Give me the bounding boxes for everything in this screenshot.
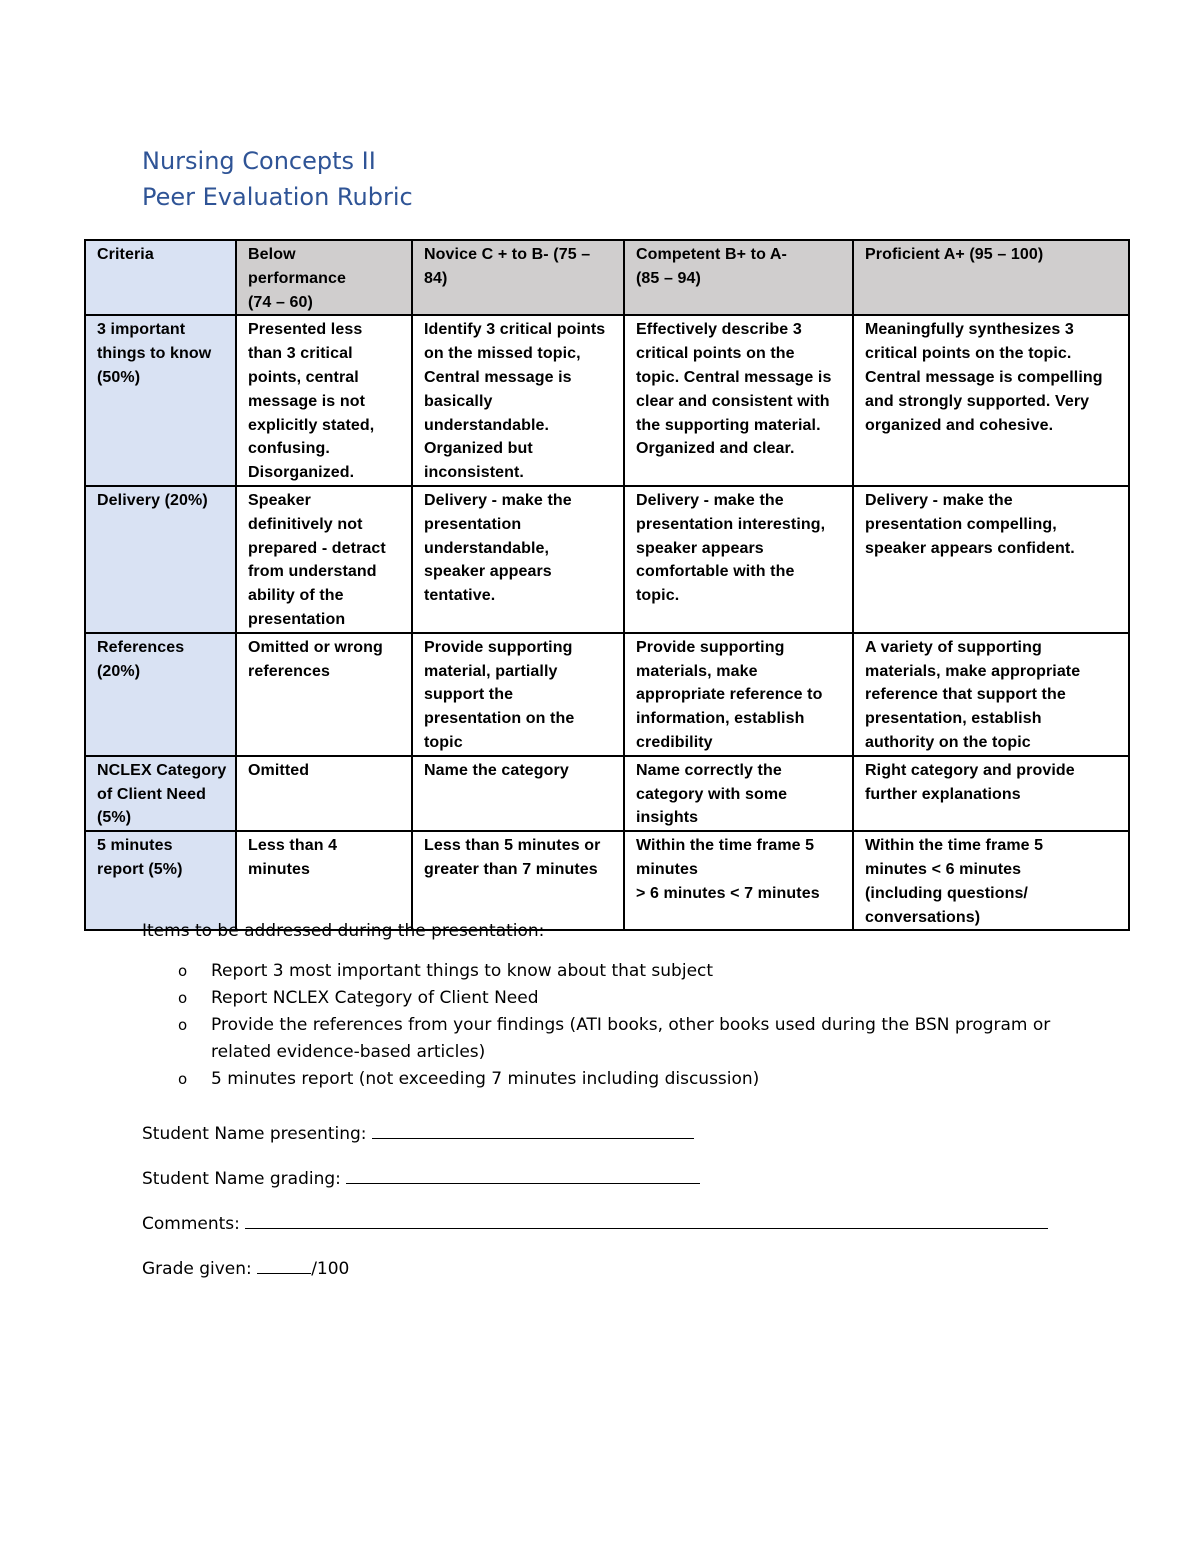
grading-blank[interactable] [346, 1165, 700, 1184]
instructions-section [142, 918, 1102, 1282]
rubric-cell: Name correctly the category with some insights [624, 756, 853, 831]
list-item-text: Provide the references from your findings (ATI books, other books used during the BSN program or related evidence-based articles) [211, 1015, 1051, 1062]
rubric-header-row [85, 240, 1129, 315]
bullet-icon: o [178, 1016, 188, 1034]
grading-field [142, 1165, 1102, 1192]
table-row [85, 315, 1129, 486]
rubric-cell: Less than 4 minutes [236, 831, 412, 930]
rubric-cell: Within the time frame 5 minutes > 6 minutes < 7 minutes [624, 831, 853, 930]
grading-label: Student Name grading: [142, 1169, 341, 1189]
list-item [142, 958, 1102, 985]
rubric-table [84, 239, 1130, 931]
list-item-text: 5 minutes report (not exceeding 7 minutes including discussion) [211, 1069, 760, 1089]
course-title: Nursing Concepts II [142, 147, 376, 175]
grade-suffix: /100 [311, 1259, 350, 1279]
rubric-cell: Speaker definitively not prepared - detract from understand ability of the presentation [236, 486, 412, 633]
rubric-cell: Meaningfully synthesizes 3 critical points on the topic. Central message is compelling and strongly supported. Very organized and cohesive. [853, 315, 1129, 486]
bullet-icon: o [178, 962, 188, 980]
rubric-cell: A variety of supporting materials, make appropriate reference that support the presentation, establish authority on the topic [853, 633, 1129, 756]
header-below-performance: Below performance (74 – 60) [236, 240, 412, 315]
rubric-cell: Right category and provide further explanations [853, 756, 1129, 831]
presenting-label: Student Name presenting: [142, 1124, 367, 1144]
list-item-text: Report NCLEX Category of Client Need [211, 988, 539, 1008]
grade-label: Grade given: [142, 1259, 252, 1279]
rubric-cell: Identify 3 critical points on the missed topic, Central message is basically understandable. Organized but inconsistent. [412, 315, 624, 486]
list-item [142, 1012, 1102, 1066]
criteria-cell: 5 minutes report (5%) [85, 831, 236, 930]
rubric-cell: Presented less than 3 critical points, central message is not explicitly stated, confusing. Disorganized. [236, 315, 412, 486]
table-row [85, 831, 1129, 930]
items-list [142, 958, 1102, 1093]
criteria-text: Delivery (20%) [97, 491, 208, 509]
header-novice: Novice C + to B- (75 – 84) [412, 240, 624, 315]
rubric-cell: Provide supporting material, partially support the presentation on the topic [412, 633, 624, 756]
grade-field [142, 1255, 1102, 1282]
header-proficient: Proficient A+ (95 – 100) [853, 240, 1129, 315]
items-intro: Items to be addressed during the presentation: [142, 921, 545, 941]
grade-blank[interactable] [257, 1255, 311, 1274]
rubric-title: Peer Evaluation Rubric [142, 183, 413, 211]
comments-field [142, 1210, 1102, 1237]
rubric-cell: Effectively describe 3 critical points on the topic. Central message is clear and consistent with the supporting material. Organized and clear. [624, 315, 853, 486]
presenting-blank[interactable] [372, 1120, 694, 1139]
header-criteria: Criteria [85, 240, 236, 315]
rubric-cell: Omitted [236, 756, 412, 831]
list-item-text: Report 3 most important things to know about that subject [211, 961, 714, 981]
criteria-cell: 3 important things to know (50%) [85, 315, 236, 486]
rubric-cell: Delivery - make the presentation interesting, speaker appears comfortable with the topic. [624, 486, 853, 633]
rubric-cell: Omitted or wrong references [236, 633, 412, 756]
bullet-icon: o [178, 989, 188, 1007]
header-competent: Competent B+ to A- (85 – 94) [624, 240, 853, 315]
list-item [142, 1066, 1102, 1093]
list-item [142, 985, 1102, 1012]
presenting-field [142, 1120, 1102, 1147]
criteria-cell [85, 486, 236, 633]
comments-label: Comments: [142, 1214, 240, 1234]
comments-blank[interactable] [245, 1210, 1048, 1229]
document-title [142, 143, 413, 215]
rubric-cell: Delivery - make the presentation compelling, speaker appears confident. [853, 486, 1129, 633]
rubric-cell: Delivery - make the presentation understandable, speaker appears tentative. [412, 486, 624, 633]
table-row [85, 633, 1129, 756]
criteria-cell: NCLEX Category of Client Need (5%) [85, 756, 236, 831]
rubric-cell: Name the category [412, 756, 624, 831]
rubric-cell: Less than 5 minutes or greater than 7 minutes [412, 831, 624, 930]
table-row [85, 486, 1129, 633]
rubric-cell: Within the time frame 5 minutes < 6 minutes (including questions/ conversations) [853, 831, 1129, 930]
table-row [85, 756, 1129, 831]
bullet-icon: o [178, 1070, 188, 1088]
criteria-cell: References (20%) [85, 633, 236, 756]
rubric-cell: Provide supporting materials, make appropriate reference to information, establish credibility [624, 633, 853, 756]
